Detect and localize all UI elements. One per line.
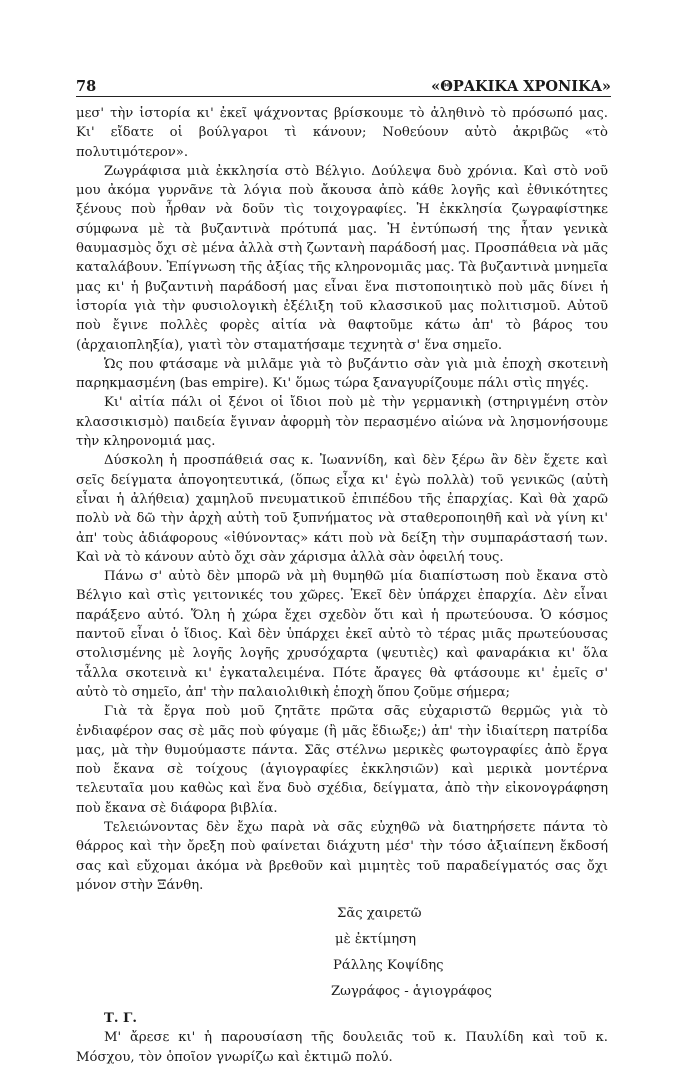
paragraph-5: Δύσκολη ἡ προσπάθειά σας κ. Ἰωαννίδη, καὶ δὲν ξέρω ἂν δὲν ἔχετε καὶ σεῖς δείγματα ἀπογοητευτικά, (ὅπως εἶχα κι' ἐγὼ πολλὰ) τοῦ γενικῶς (αὐτὴ εἶναι ἡ ἀλήθεια) χαμηλοῦ πνευματικοῦ ἐπιπέδου τῆς ἐπαρχίας. Καὶ θὰ χαρῶ πολὺ νὰ δῶ τὴν ἀρχὴ αὐτὴ τοῦ ξυπνήματος νὰ σταθεροποιηθῆ καὶ νὰ γίνη κι' ἀπ' τοὺς ἀδιάφορους «ἰθύνοντας» κάτι ποὺ νὰ δείξη τὴν συμπαράστασή των. Καὶ νὰ τὸ κάνουν αὐτὸ ὄχι σὰν χάρισμα ἀλλὰ σὰν ὀφειλή τους.: [76, 453, 608, 565]
signature-closing: Σᾶς χαιρετῶ: [337, 906, 422, 922]
editor-initials: Τ. Γ.: [104, 1011, 137, 1027]
signature-block: [331, 901, 608, 1005]
journal-title: «ΘΡΑΚΙΚΑ ΧΡΟΝΙΚΑ»: [431, 78, 611, 95]
signature-name: Ράλλης Κοψίδης: [333, 958, 444, 974]
paragraph-6: Πάνω σ' αὐτὸ δὲν μπορῶ νὰ μὴ θυμηθῶ μία διαπίστωση ποὺ ἔκανα στὸ Βέλγιο καὶ στὶς γειτονικές του χῶρες. Ἐκεῖ δὲν ὑπάρχει ἐπαρχία. Δὲν εἶναι παράξενο αὐτό. Ὅλη ἡ χώρα ἔχει σχεδὸν ὅτι καὶ ἡ πρωτεύουσα. Ὁ κόσμος παντοῦ εἶναι ὁ ἴδιος. Καὶ δὲν ὑπάρχει ἐκεῖ αὐτὸ τὸ τέρας μιᾶς πρωτεύουσας στολισμένης μὲ λογῆς λογῆς χρυσόχαρτα (ψευτιὲς) καὶ φαναράκια κι' ὅλα τἆλλα σκοτεινὰ κι' ἐγκαταλειμένα. Πότε ἄραγες θὰ φτάσουμε κι' ἐμεῖς σ' αὐτὸ τὸ σημεῖο, ἀπ' τὴν παλαιολιθικὴ ἐποχὴ ὅπου ζοῦμε σήμερα;: [76, 569, 608, 700]
paragraph-3: Ὡς που φτάσαμε νὰ μιλᾶμε γιὰ τὸ βυζάντιο σὰν γιὰ μιὰ ἐποχὴ σκοτεινὴ παρηκμασμένη (bas empire). Κι' ὅμως τώρα ξαναγυρίζουμε πάλι στὶς πηγές.: [76, 356, 608, 392]
paragraph-7: Γιὰ τὰ ἔργα ποὺ μοῦ ζητᾶτε πρῶτα σᾶς εὐχαριστῶ θερμῶς γιὰ τὸ ἐνδιαφέρον σας σὲ μᾶς ποὺ φύγαμε (ἢ μᾶς ἔδιωξε;) ἀπ' τὴν ἰδιαίτερη πατρίδα μας, μὰ τὴν θυμούμαστε πάντα. Σᾶς στέλνω μερικὲς φωτογραφίες ἀπὸ ἔργα ποὺ ἔκανα σὲ τοίχους (ἁγιογραφίες ἐκκλησιῶν) καὶ μερικὰ μοντέρνα τελευταῖα μου καθὼς καὶ ἕνα δυὸ σχέδια, δείγματα, ἀπὸ τὴν εἰκονογράφηση ποὺ ἔκανα σὲ διάφορα βιβλία.: [76, 704, 608, 816]
letter-body: [76, 104, 608, 1067]
page-header: [76, 78, 611, 95]
paragraph-1: μεσ' τὴν ἱστορία κι' ἐκεῖ ψάχνοντας βρίσκουμε τὸ ἀληθινὸ τὸ πρόσωπό μας. Κι' εἴδατε οἱ βούλγαροι τὶ κάνουν; Νοθεύουν αὐτὸ ἀκριβῶς «τὸ πολυτιμότερον».: [76, 106, 608, 160]
signature-title: Ζωγράφος - ἁγιογράφος: [331, 984, 492, 1000]
paragraph-4: Κι' αἰτία πάλι οἱ ξένοι οἱ ἴδιοι ποὺ μὲ τὴν γερμανικὴ (στηριγμένη στὸν κλασσικισμὸ) παιδεία ἔγιναν ἀφορμὴ τὸν περασμένο αἰώνα νὰ λησμονήσουμε τὴν κληρονομιά μας.: [76, 395, 608, 450]
header-rule: [76, 96, 611, 97]
page-number: 78: [76, 78, 97, 95]
editor-note-text: Μ' ἄρεσε κι' ἡ παρουσίαση τῆς δουλειᾶς τοῦ κ. Παυλίδη καὶ τοῦ κ. Μόσχου, τὸν ὁποῖον γνωρίζω καὶ ἐκτιμῶ πολύ.: [76, 1030, 608, 1065]
signature-regards: μὲ ἐκτίμηση: [335, 932, 416, 948]
paragraph-2: Ζωγράφισα μιὰ ἐκκλησία στὸ Βέλγιο. Δούλεψα δυὸ χρόνια. Καὶ στὸ νοῦ μου ἀκόμα γυρνᾶνε τὰ λόγια ποὺ ἄκουσα ἀπὸ κάθε λογῆς καὶ ἐθνικότητες ξένους ποὺ ἦρθαν νὰ δοῦν τὶς τοιχογραφίες. Ἡ ἐκκλησία ζωγραφίστηκε σύμφωνα μὲ τὰ βυζαντινὰ πρότυπά μας. Ἡ ἐντύπωσή της ἦταν γενικὰ θαυμασμὸς ὄχι σὲ μένα ἀλλὰ στὴ ζωντανὴ παράδοσή μας. Προσπάθεια νὰ μᾶς καταλάβουν. Ἐπίγνωση τῆς ἀξίας τῆς κληρονομιᾶς μας. Τὰ βυζαντινὰ μνημεῖα μας κι' ἡ βυζαντινὴ παράδοσή μας εἶναι ἕνα πιστοποιητικὸ ποὺ μᾶς δίνει ἡ ἱστορία γιὰ τὴν φυσιολογικὴ ἐξέλιξη τοῦ κλασσικοῦ μας πολιτισμοῦ. Αὐτοῦ ποὺ ἔγινε πολλὲς φορὲς αἰτία νὰ θαφτοῦμε κάτω ἀπ' τὸ βάρος του (ἀρχαιοπληξία), γιατὶ τὸν σταματήσαμε τεχνητὰ σ' ἕνα σημεῖο.: [76, 163, 608, 353]
paragraph-8: Τελειώνοντας δὲν ἔχω παρὰ νὰ σᾶς εὐχηθῶ νὰ διατηρήσετε πάντα τὸ θάρρος καὶ τὴν ὄρεξη ποὺ φαίνεται διάχυτη μέσ' τὴν τόσο ἀξιαίπενη ἔκδοσή σας καὶ εὔχομαι ἀκόμα νὰ βρεθοῦν καὶ μιμητὲς τοῦ παραδείγματός σας ὄχι μόνον στὴν Ξάνθη.: [76, 819, 608, 893]
